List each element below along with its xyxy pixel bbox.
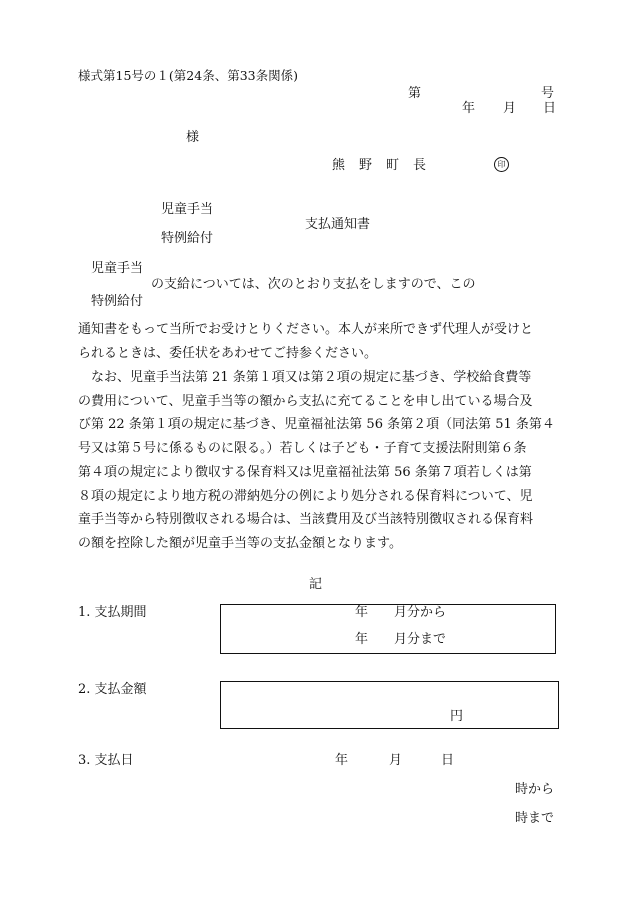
payment-amount-label: 2. 支払金額 [78, 682, 147, 697]
paragraph-line: ８項の規定により地方税の滞納処分の例により処分される保育料について、児 [78, 488, 533, 504]
payment-time-from: 時から [515, 782, 555, 797]
body-option-upper: 児童手当 [91, 261, 144, 276]
title-option-upper: 児童手当 [161, 202, 214, 217]
issue-date-day: 日 [543, 101, 557, 116]
paragraph-line: の費用について、児童手当等の額から支払に充てることを申し出ている場合及 [78, 393, 533, 409]
paragraph-line: び第 22 条第１項の規定に基づき、児童福祉法第 56 条第２項（同法第 51 条第４ [78, 417, 555, 433]
seal-mark: 印 [494, 157, 509, 172]
issue-date-month: 月 [503, 101, 517, 116]
payment-time-to: 時まで [515, 811, 555, 826]
paragraph-collection [78, 318, 558, 365]
issue-date-year: 年 [462, 101, 476, 116]
paragraph-line: られるときは、委任状をあわせてご持参ください。 [78, 345, 378, 361]
form-id: 様式第15号の１(第24条、第33条関係) [78, 68, 298, 83]
body-lead-text: の支給については、次のとおり支払をしますので、この [151, 277, 476, 292]
paragraph-line: 第４項の規定により徴収する保育料又は児童福祉法第 56 条第７項若しくは第 [78, 464, 532, 480]
paragraph-deduction [78, 366, 558, 556]
payment-date-label: 3. 支払日 [78, 753, 134, 768]
title-option-lower: 特例給付 [161, 231, 214, 246]
body-option-lower: 特例給付 [91, 294, 144, 309]
payment-period-label: 1. 支払期間 [78, 605, 147, 620]
payment-amount-box [220, 681, 559, 729]
period-from: 年 月分から [355, 605, 447, 620]
paragraph-line: の額を控除した額が児童手当等の支払金額となります。 [78, 535, 402, 551]
number-prefix: 第 [408, 86, 422, 101]
document-title: 支払通知書 [305, 217, 371, 232]
record-heading: 記 [309, 577, 323, 592]
issuer-name: 熊野町長 [332, 158, 441, 173]
paragraph-line: 童手当等から特別徴収される場合は、当該費用及び当該特別徴収される保育料 [78, 512, 534, 528]
payment-date-year: 年 [335, 753, 349, 768]
payment-date-month: 月 [389, 753, 403, 768]
period-to: 年 月分まで [355, 632, 447, 647]
payment-date-day: 日 [441, 753, 455, 768]
paragraph-line: 通知書をもって当所でお受けとりください。本人が来所できず代理人が受けと [78, 322, 534, 337]
number-suffix: 号 [541, 86, 555, 101]
amount-unit: 円 [450, 709, 464, 724]
paragraph-line: 号又は第５号に係るものに限る。）若しくは子ども・子育て支援法附則第６条 [78, 441, 527, 457]
addressee-suffix: 様 [186, 130, 200, 145]
paragraph-line: なお、児童手当法第 21 条第１項又は第２項の規定に基づき、学校給食費等 [78, 370, 532, 385]
